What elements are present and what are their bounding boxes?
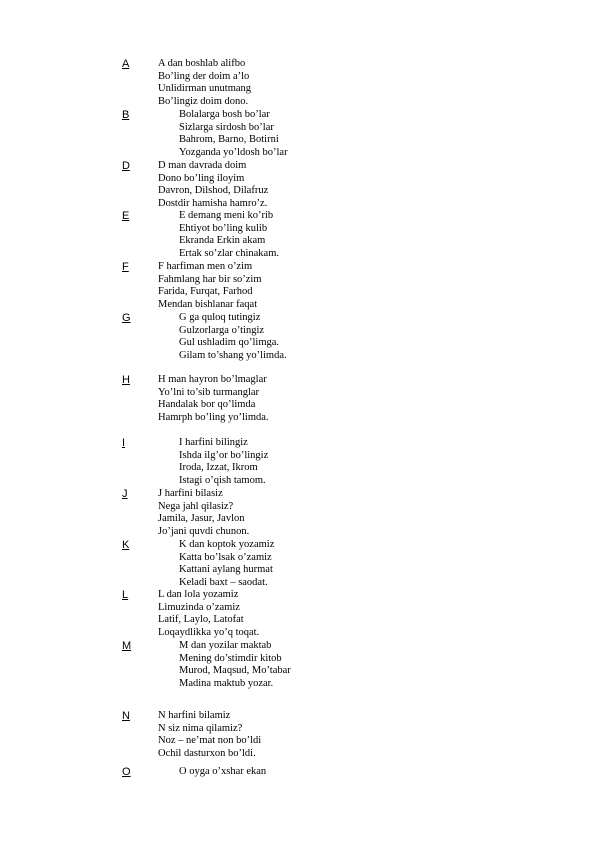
verse-line: M dan yozilar maktab <box>179 640 272 651</box>
verse-line: Jo’jani quvdi chunon. <box>158 526 250 538</box>
verse-line: Bo’lingiz doim dono. <box>158 96 249 108</box>
stanza-lines <box>158 58 251 109</box>
stanza-letter: J <box>122 488 128 500</box>
verse-line: Gilam to’shang yo’limda. <box>179 350 287 362</box>
verse-line: Keladi baxt – saodat. <box>179 577 268 589</box>
verse-line: J harfini bilasiz <box>158 488 223 499</box>
verse-line: Gulzorlarga o’tingiz <box>179 324 265 336</box>
stanza-letter: K <box>122 539 130 551</box>
stanza-letter: A <box>122 58 130 70</box>
verse-line: Unlidirman unutmang <box>158 83 252 95</box>
verse-line: O oyga o’xshar ekan <box>179 766 267 777</box>
stanza-lines <box>179 766 266 779</box>
verse-line: Davron, Dilshod, Dilafruz <box>158 185 269 197</box>
verse-line: F harfiman men o’zim <box>158 261 253 272</box>
stanza-lines <box>179 539 274 590</box>
stanza-lines <box>158 374 269 425</box>
verse-line: Ochil dasturxon bo’ldi. <box>158 748 256 760</box>
verse-line: Sizlarga sirdosh bo’lar <box>179 121 274 133</box>
stanza-lines <box>158 160 268 211</box>
stanza-letter: F <box>122 261 129 273</box>
verse-line: Gul ushladim qo’limga. <box>179 337 280 349</box>
stanza-letter: G <box>122 312 131 324</box>
stanza-letter: B <box>122 109 130 121</box>
verse-line: Yozganda yo’ldosh bo’lar <box>179 147 288 159</box>
verse-line: Latif, Laylo, Latofat <box>158 614 244 626</box>
verse-line: Ekranda Erkin akam <box>179 235 266 247</box>
stanza-lines <box>158 710 261 761</box>
verse-line: Dostdir hamisha hamro’z. <box>158 198 268 210</box>
stanza-letter: M <box>122 640 132 652</box>
stanza-lines <box>179 640 291 691</box>
stanza-lines <box>158 261 262 312</box>
verse-line: E demang meni ko’rib <box>179 210 274 221</box>
stanza-letter: O <box>122 766 131 778</box>
stanza-letter: N <box>122 710 130 722</box>
stanza-letter: E <box>122 210 130 222</box>
verse-line: Iroda, Izzat, Ikrom <box>179 462 258 474</box>
verse-line: Kattani aylang hurmat <box>179 564 273 576</box>
stanza-lines <box>158 488 249 539</box>
verse-line: I harfini bilingiz <box>179 437 248 448</box>
verse-line: Ehtiyot bo’ling kulib <box>179 222 268 234</box>
verse-line: Katta bo’lsak o’zamiz <box>179 551 272 563</box>
verse-line: K dan koptok yozamiz <box>179 539 275 550</box>
verse-line: Dono bo’ling iloyim <box>158 172 245 184</box>
verse-line: Noz – ne’mat non bo’ldi <box>158 735 262 747</box>
stanza-lines <box>158 589 259 640</box>
stanza-lines <box>179 437 268 488</box>
verse-line: Ishda ilg’or bo’lingiz <box>179 449 269 461</box>
verse-line: Bo’ling der doim a’lo <box>158 70 250 82</box>
verse-line: Nega jahl qilasiz? <box>158 500 234 512</box>
verse-line: Bahrom, Barno, Botirni <box>179 134 279 146</box>
verse-line: Murod, Maqsud, Mo’tabar <box>179 665 291 677</box>
verse-line: Mening do’stimdir kitob <box>179 652 282 664</box>
verse-line: Handalak bor qo’limda <box>158 399 256 411</box>
verse-line: N siz nima qilamiz? <box>158 722 243 734</box>
verse-line: Jamila, Jasur, Javlon <box>158 513 245 525</box>
verse-line: Istagi o’qish tamom. <box>179 475 266 487</box>
verse-line: H man hayron bo’lmaglar <box>158 374 267 385</box>
stanza-lines <box>179 312 287 363</box>
stanza-letter: I <box>122 437 126 449</box>
stanza-letter: L <box>122 589 129 601</box>
verse-line: Ertak so’zlar chinakam. <box>179 248 279 260</box>
verse-line: Madina maktub yozar. <box>179 678 274 690</box>
verse-line: Hamrph bo’ling yo’limda. <box>158 412 269 424</box>
verse-line: Bolalarga bosh bo’lar <box>179 109 270 120</box>
verse-line: Fahmlang har bir so’zim <box>158 273 262 285</box>
verse-line: Mendan bishlanar faqat <box>158 299 258 311</box>
verse-line: G ga quloq tutingiz <box>179 312 261 323</box>
stanza-letter: H <box>122 374 130 386</box>
verse-line: A dan boshlab alifbo <box>158 58 246 69</box>
verse-line: N harfini bilamiz <box>158 710 231 721</box>
verse-line: Yo’lni to’sib turmanglar <box>158 386 260 398</box>
verse-line: Farida, Furqat, Farhod <box>158 286 253 298</box>
stanza-lines <box>179 210 279 261</box>
verse-line: Loqaydlikka yo’q toqat. <box>158 627 260 639</box>
stanza-lines <box>179 109 288 160</box>
verse-line: D man davrada doim <box>158 160 247 171</box>
verse-line: L dan lola yozamiz <box>158 589 239 600</box>
verse-line: Limuzinda o’zamiz <box>158 601 240 613</box>
stanza-letter: D <box>122 160 130 172</box>
